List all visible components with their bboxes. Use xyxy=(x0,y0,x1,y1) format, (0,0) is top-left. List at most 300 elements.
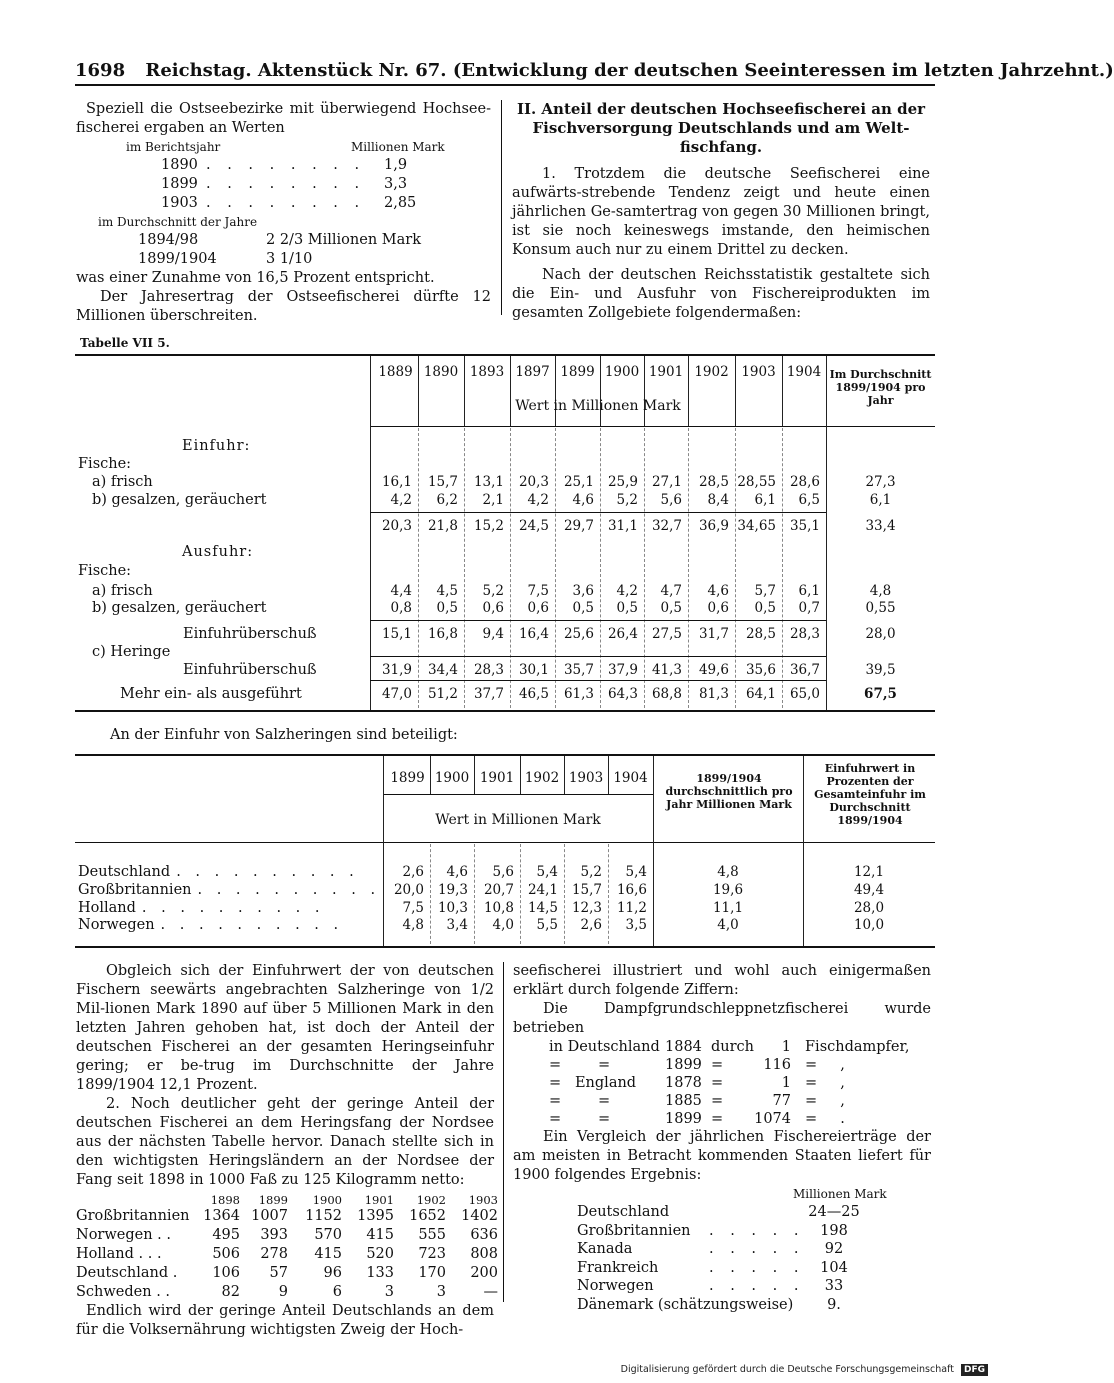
value-cell: 31,7 xyxy=(698,626,729,642)
value-cell: 65,0 xyxy=(789,686,820,702)
count-cell: 116 xyxy=(763,1057,791,1073)
value-cell: 520 xyxy=(366,1246,394,1262)
value-cell: 5,2 xyxy=(482,583,504,599)
column-divider xyxy=(501,100,502,315)
value-cell: 16,4 xyxy=(518,626,549,642)
leader-dots: . . . . . . . . xyxy=(206,176,366,192)
value-cell: 133 xyxy=(366,1265,394,1281)
value-cell: 5,7 xyxy=(754,583,776,599)
value-cell: 4,6 xyxy=(572,492,594,508)
avg-cell: 67,5 xyxy=(864,686,897,702)
value-cell: 1364 xyxy=(203,1208,240,1224)
value-cell: 200 xyxy=(470,1265,498,1281)
fische-label: Fische: xyxy=(78,456,132,472)
value-cell: 10,3 xyxy=(437,900,468,916)
value-cell: 1,9 xyxy=(384,157,408,173)
value-cell: 37,7 xyxy=(473,686,504,702)
year-header: 1897 xyxy=(515,364,550,380)
leader-dots: . . . . . . . . . . xyxy=(176,864,359,880)
year-header: 1901 xyxy=(364,1193,394,1207)
value-cell: 28,5 xyxy=(745,626,776,642)
value-cell: 35,1 xyxy=(789,518,820,534)
avg-cell: 6,1 xyxy=(869,492,892,508)
value-cell: 41,3 xyxy=(651,662,682,678)
trawler-row xyxy=(513,1110,931,1128)
country-name: Deutschland xyxy=(577,1204,670,1220)
year-header: 1903 xyxy=(568,770,604,786)
region-cell: = England xyxy=(549,1075,637,1091)
value-cell: 27,1 xyxy=(651,474,682,490)
value-cell: 31,1 xyxy=(607,518,638,534)
row-label: b) gesalzen, geräuchert xyxy=(92,492,267,508)
avg-cell: 4,0 xyxy=(717,917,739,933)
avg-cell: 33,4 xyxy=(865,518,896,534)
value-cell: 570 xyxy=(314,1227,342,1243)
value-cell: 3,3 xyxy=(384,176,408,192)
unit-cell: = , xyxy=(805,1075,845,1091)
row-label: Mehr ein- als ausgeführt xyxy=(120,686,302,702)
value-cell: 15,7 xyxy=(571,882,602,898)
value-cell: 6,1 xyxy=(754,492,776,508)
value-cell: 0,5 xyxy=(616,600,638,616)
value-cell: 28,6 xyxy=(789,474,820,490)
value-cell: 16,1 xyxy=(381,474,412,490)
value-cell: 723 xyxy=(418,1246,446,1262)
trawler-row xyxy=(513,1074,931,1092)
value-cell: 9 xyxy=(278,1284,288,1300)
country-name: Deutschland xyxy=(78,864,171,880)
value-cell: 2 2/3 Millionen Mark xyxy=(266,232,421,248)
country-label xyxy=(78,900,325,916)
leader-dots: . . . . . xyxy=(709,1278,805,1294)
pct-cell: 12,1 xyxy=(853,864,885,880)
unit-cell: = . xyxy=(805,1111,845,1127)
value-cell: 49,6 xyxy=(698,662,729,678)
value-row xyxy=(76,156,491,175)
paragraph: was einer Zunahme von 16,5 Prozent entspricht. xyxy=(76,270,435,286)
value-cell: 15,2 xyxy=(473,518,504,534)
value-cell: 28,55 xyxy=(737,474,776,490)
trawler-row xyxy=(513,1038,931,1056)
ditto-cell: durch xyxy=(711,1039,755,1055)
row-label: a) frisch xyxy=(92,583,153,599)
avg-cell: 27,3 xyxy=(865,474,896,490)
value-cell: 24,5 xyxy=(518,518,549,534)
value-cell: 5,6 xyxy=(492,864,514,880)
value-cell: 57 xyxy=(269,1265,288,1281)
table2-bottom-rule xyxy=(75,946,935,948)
value-cell: 4,7 xyxy=(660,583,682,599)
country-name: Kanada xyxy=(577,1241,633,1257)
leader-dots: . . . . . xyxy=(709,1241,805,1257)
yield-row xyxy=(513,1240,931,1259)
herring-row xyxy=(76,1283,498,1302)
herring-row xyxy=(76,1245,498,1264)
value-cell: 28,5 xyxy=(698,474,729,490)
col-label-unit: Millionen Mark xyxy=(351,140,445,154)
table-bottom-rule xyxy=(75,710,935,712)
value-cell: 4,5 xyxy=(436,583,458,599)
value-cell: 198 xyxy=(820,1222,848,1239)
einfuhr-label: Einfuhr: xyxy=(182,438,251,454)
value-cell: 24,1 xyxy=(527,882,558,898)
value-cell: 81,3 xyxy=(698,686,729,702)
year-header: 1900 xyxy=(434,770,470,786)
country-name: Holland xyxy=(78,900,136,916)
value-cell: 5,4 xyxy=(625,864,647,880)
year-header: 1900 xyxy=(604,364,640,380)
value-cell: 0,7 xyxy=(798,600,820,616)
country-name: Norwegen xyxy=(577,1278,654,1294)
value-cell: 33 xyxy=(824,1278,844,1294)
paragraph: seefischerei illustriert und wohl auch einigermaßen erklärt durch folgende Ziffern: xyxy=(513,963,931,998)
avg-cell: 0,55 xyxy=(865,600,896,616)
left-bottom-column xyxy=(76,962,498,1340)
leader-dots: . . . . . . . . . . xyxy=(160,917,344,933)
yield-row xyxy=(513,1203,931,1222)
page-header xyxy=(75,60,1114,81)
header-title: Reichstag. Aktenstück Nr. 67. (Entwicklung der deutschen Seeinteressen im letzten Jahrzehnt.) xyxy=(145,60,1114,81)
value-cell: 26,4 xyxy=(607,626,638,642)
value-cell: 36,7 xyxy=(789,662,820,678)
count-cell: 77 xyxy=(772,1093,791,1109)
country-name: Norwegen xyxy=(78,917,155,933)
year-header: 1903 xyxy=(741,364,776,380)
value-cell: 0,6 xyxy=(527,600,549,616)
value-cell: 25,6 xyxy=(563,626,594,642)
value-cell: 5,2 xyxy=(580,864,602,880)
value-cell: 636 xyxy=(470,1227,498,1243)
paragraph: Obgleich sich der Einfuhrwert der von deutschen Fischern seewärts angebrachten Salzheringe von 1/2 Mil-lionen Mark 1890 auf über 5 Millionen Mark in den letzten Jahren gehoben hat, ist doch der Anteil der deutschen Fischerei an der gesamten Heringseinfuhr gering; er be-trug im Durchschnitte der Jahre 1899/1904 12,1 Prozent. xyxy=(76,963,494,1093)
unit-cell: = , xyxy=(805,1093,845,1109)
value-cell: 28,3 xyxy=(473,662,504,678)
region-cell: in Deutschland xyxy=(549,1039,660,1055)
right-top-column xyxy=(512,100,930,323)
country-name: Großbritannien xyxy=(76,1208,190,1224)
ditto-cell: = xyxy=(711,1111,724,1127)
year-header: 1899 xyxy=(560,364,595,380)
year-header: 1899 xyxy=(258,1193,288,1207)
value-cell: 47,0 xyxy=(381,686,412,702)
year-header: 1899 xyxy=(390,770,425,786)
value-cell: 16,8 xyxy=(427,626,458,642)
value-cell: — xyxy=(483,1284,498,1300)
avg-header: 1899/1904 durchschnittlich pro Jahr Millionen Mark xyxy=(665,772,793,811)
table-vertical-line xyxy=(383,756,384,946)
avg-cell: 11,1 xyxy=(712,900,744,916)
country-name: Dänemark (schätzungsweise) xyxy=(577,1296,794,1313)
value-cell: 106 xyxy=(212,1265,240,1281)
unit-header: Wert in Millionen Mark xyxy=(515,398,681,414)
region-cell: = = xyxy=(549,1093,611,1109)
value-cell: 0,5 xyxy=(660,600,682,616)
value-cell: 1152 xyxy=(305,1208,342,1224)
paragraph: Der Jahresertrag der Ostseefischerei dürfte 12 Millionen überschreiten. xyxy=(76,289,491,324)
value-cell: 4,2 xyxy=(527,492,549,508)
paragraph: 1. Trotzdem die deutsche Seefischerei eine aufwärts-strebende Tendenz zeigt und heute einen jährlichen Ge-samtertrag von gegen 30 Millionen bringt, ist sie noch keineswegs imstande, den heimischen Konsum auch nur zu einem Drittel zu decken. xyxy=(512,166,930,258)
country-label xyxy=(78,917,343,933)
value-cell: 30,1 xyxy=(518,662,549,678)
value-cell: 170 xyxy=(418,1265,446,1281)
value-cell: 3 xyxy=(384,1284,394,1300)
unit-cell: = , xyxy=(805,1057,845,1073)
paragraph: Die Dampfgrundschleppnetzfischerei wurde betrieben xyxy=(513,1001,931,1036)
avg-header: Im Durchschnitt 1899/1904 pro Jahr xyxy=(829,368,932,407)
herring-year-header-row xyxy=(76,1191,498,1207)
value-cell: 14,5 xyxy=(527,900,558,916)
paragraph: 2. Noch deutlicher geht der geringe Anteil der deutschen Fischerei an dem Heringsfang der Nordsee aus der nächsten Tabelle hervor. Danach stellte sich in den wichtigsten Heringsländern an der Nordsee der Fang seit 1898 in 1000 Faß zu 125 Kilogramm netto: xyxy=(76,1096,494,1188)
value-cell: 20,3 xyxy=(381,518,412,534)
value-cell: 64,3 xyxy=(607,686,638,702)
year-label: 1899/1904 xyxy=(138,251,217,267)
value-cell: 104 xyxy=(820,1259,848,1276)
trawler-row xyxy=(513,1056,931,1074)
header-rule xyxy=(75,84,935,86)
value-cell: 808 xyxy=(470,1246,498,1262)
value-cell: 5,6 xyxy=(660,492,682,508)
sum-rule xyxy=(370,656,826,657)
value-cell: 19,3 xyxy=(437,882,468,898)
value-cell: 12,3 xyxy=(571,900,602,916)
country-label xyxy=(78,882,380,898)
year-cell: 1885 xyxy=(665,1093,702,1109)
value-cell: 0,5 xyxy=(572,600,594,616)
yield-row xyxy=(513,1296,931,1315)
count-cell: 1 xyxy=(781,1039,791,1055)
avg-row xyxy=(76,231,491,250)
value-cell: 6,5 xyxy=(798,492,820,508)
value-cell: 64,1 xyxy=(745,686,776,702)
value-cell: 0,5 xyxy=(436,600,458,616)
year-header: 1902 xyxy=(694,364,729,380)
value-cell: 29,7 xyxy=(563,518,594,534)
region-cell: = = xyxy=(549,1057,611,1073)
year-header: 1893 xyxy=(469,364,505,380)
country-name: Holland . . . xyxy=(76,1246,162,1262)
footer-text: Digitalisierung gefördert durch die Deutsche Forschungsgemeinschaft xyxy=(620,1364,954,1375)
value-cell: 24—25 xyxy=(808,1204,860,1220)
value-cell: 1402 xyxy=(461,1208,498,1224)
year-header: 1898 xyxy=(210,1193,240,1207)
value-cell: 2,1 xyxy=(482,492,504,508)
digitization-footer xyxy=(621,1364,988,1376)
value-cell: 3,6 xyxy=(572,583,594,599)
row-label: Einfuhrüberschuß xyxy=(183,626,317,642)
value-cell: 4,6 xyxy=(707,583,729,599)
year-header: 1901 xyxy=(479,770,515,786)
year-header: 1890 xyxy=(423,364,459,380)
sum-rule xyxy=(370,620,826,621)
value-cell: 4,2 xyxy=(616,583,638,599)
avg-cell: 39,5 xyxy=(865,662,896,678)
sum-rule xyxy=(370,512,826,513)
ditto-cell: = xyxy=(711,1075,724,1091)
value-cell: 555 xyxy=(418,1227,446,1243)
leader-dots: . . . . . xyxy=(709,1222,805,1239)
value-cell: 5,4 xyxy=(536,864,558,880)
value-cell: 37,9 xyxy=(607,662,638,678)
unit-header: Wert in Millionen Mark xyxy=(435,812,601,828)
leader-dots: . . . . . xyxy=(709,1259,805,1276)
section-title: II. Anteil der deutschen Hochseefischerei an der Fischversorgung Deutschlands und am Welt-fischfang. xyxy=(516,100,926,156)
country-name: Schweden . . xyxy=(76,1284,171,1300)
value-cell: 0,6 xyxy=(707,600,729,616)
value-cell: 7,5 xyxy=(402,900,424,916)
leader-dots: . . . . . . . . . . xyxy=(197,882,381,898)
avg-cell: 4,8 xyxy=(717,864,739,880)
paragraph: Speziell die Ostseebezirke mit überwiegend Hochsee-fischerei ergaben an Werten xyxy=(76,101,491,136)
value-cell: 9. xyxy=(827,1296,841,1313)
year-label: 1899 xyxy=(161,176,198,192)
year-cell: 1884 xyxy=(665,1039,702,1055)
avg-label: im Durchschnitt der Jahre xyxy=(98,215,258,229)
ausfuhr-label: Ausfuhr: xyxy=(182,544,254,560)
country-name: Deutschland . xyxy=(76,1265,178,1281)
value-cell: 21,8 xyxy=(427,518,458,534)
leader-dots: . . . . . . . . xyxy=(206,157,366,173)
leader-dots: . . . . . . . . xyxy=(206,195,366,211)
value-cell: 5,5 xyxy=(536,917,558,933)
value-cell: 15,1 xyxy=(381,626,412,642)
herring-row xyxy=(76,1207,498,1226)
table-header-rule xyxy=(370,426,935,427)
avg-cell: 19,6 xyxy=(712,882,744,898)
value-cell: 3 1/10 xyxy=(266,251,313,267)
col-label-unit: Millionen Mark xyxy=(793,1187,887,1201)
value-cell: 16,6 xyxy=(616,882,647,898)
country-name: Großbritannien xyxy=(78,882,192,898)
value-cell: 34,65 xyxy=(737,518,776,534)
year-cell: 1899 xyxy=(665,1111,702,1127)
avg-cell: 4,8 xyxy=(869,583,892,599)
year-header: 1904 xyxy=(786,364,822,380)
year-header: 1903 xyxy=(468,1193,498,1207)
value-cell: 13,1 xyxy=(473,474,504,490)
year-cell: 1899 xyxy=(665,1057,702,1073)
yield-row xyxy=(513,1259,931,1278)
paragraph: Endlich wird der geringe Anteil Deutschlands an dem für die Volksernährung wichtigsten Zweig der Hoch- xyxy=(76,1303,494,1338)
avg-cell: 28,0 xyxy=(865,626,896,642)
paragraph: Ein Vergleich der jährlichen Fischereierträge der am meisten in Betracht kommenden Staaten liefert für 1900 folgendes Ergebnis: xyxy=(513,1129,931,1183)
pct-header: Einfuhrwert in Prozenten der Gesamteinfuhr im Durchschnitt 1899/1904 xyxy=(814,762,926,827)
herring-row xyxy=(76,1226,498,1245)
fische-label: Fische: xyxy=(78,563,132,579)
value-cell: 0,8 xyxy=(390,600,412,616)
country-name: Norwegen . . xyxy=(76,1227,171,1243)
table-caption: Tabelle VII 5. xyxy=(80,336,170,350)
pct-cell: 10,0 xyxy=(853,917,885,933)
pct-cell: 49,4 xyxy=(853,882,885,898)
dfg-logo: DFG xyxy=(961,1364,988,1376)
value-cell: 1652 xyxy=(409,1208,446,1224)
value-cell: 27,5 xyxy=(651,626,682,642)
country-label xyxy=(78,864,359,880)
value-cell: 32,7 xyxy=(651,518,682,534)
row-label: a) frisch xyxy=(92,474,153,490)
value-cell: 68,8 xyxy=(651,686,682,702)
value-cell: 0,6 xyxy=(482,600,504,616)
value-cell: 34,4 xyxy=(427,662,458,678)
ditto-cell: = xyxy=(711,1093,724,1109)
avg-row xyxy=(76,250,491,269)
region-cell: = = xyxy=(549,1111,611,1127)
paragraph: Nach der deutschen Reichsstatistik gestaltete sich die Ein- und Ausfuhr von Fischereiprodukten im gesamten Zollgebiete folgendermaßen: xyxy=(512,267,930,321)
value-cell: 1395 xyxy=(357,1208,394,1224)
value-cell: 0,5 xyxy=(754,600,776,616)
value-cell: 46,5 xyxy=(518,686,549,702)
value-cell: 278 xyxy=(260,1246,288,1262)
herring-row xyxy=(76,1264,498,1283)
leader-dots: . . . . . . . . . . xyxy=(141,900,325,916)
value-cell: 31,9 xyxy=(381,662,412,678)
right-bottom-column xyxy=(513,962,931,1314)
value-cell: 3,5 xyxy=(625,917,647,933)
trawler-row xyxy=(513,1092,931,1110)
year-header: 1889 xyxy=(378,364,413,380)
value-cell: 393 xyxy=(260,1227,288,1243)
year-header: 1904 xyxy=(613,770,648,786)
value-cell: 20,0 xyxy=(393,882,424,898)
page-number: 1698 xyxy=(75,60,126,81)
column-divider xyxy=(503,962,504,1302)
value-cell: 3 xyxy=(436,1284,446,1300)
value-cell: 28,3 xyxy=(789,626,820,642)
value-cell: 25,1 xyxy=(563,474,594,490)
value-cell: 25,9 xyxy=(607,474,638,490)
table2-intro: An der Einfuhr von Salzheringen sind beteiligt: xyxy=(110,727,458,743)
year-cell: 1878 xyxy=(665,1075,702,1091)
value-row xyxy=(76,175,491,194)
row-label: c) Heringe xyxy=(92,644,171,660)
value-cell: 92 xyxy=(824,1241,844,1257)
value-cell: 8,4 xyxy=(707,492,729,508)
unit-cell: Fischdampfer, xyxy=(805,1039,910,1055)
table2-header-rule xyxy=(383,794,653,795)
yield-row xyxy=(513,1277,931,1296)
value-cell: 11,2 xyxy=(616,900,647,916)
left-top-column xyxy=(76,100,491,326)
year-header: 1900 xyxy=(312,1193,342,1207)
value-cell: 495 xyxy=(212,1227,240,1243)
col-label-year: im Berichtsjahr xyxy=(126,140,221,154)
year-label: 1903 xyxy=(161,195,198,211)
year-label: 1894/98 xyxy=(138,232,199,248)
year-header: 1901 xyxy=(648,364,684,380)
value-row xyxy=(76,194,491,213)
value-cell: 415 xyxy=(314,1246,342,1262)
year-header: 1902 xyxy=(416,1193,446,1207)
value-cell: 82 xyxy=(221,1284,240,1300)
value-cell: 2,6 xyxy=(402,864,424,880)
value-cell: 20,3 xyxy=(518,474,549,490)
yield-row xyxy=(513,1222,931,1241)
value-cell: 6,2 xyxy=(436,492,458,508)
value-cell: 4,0 xyxy=(492,917,514,933)
value-cell: 415 xyxy=(366,1227,394,1243)
value-cell: 3,4 xyxy=(446,917,468,933)
value-cell: 51,2 xyxy=(427,686,458,702)
count-cell: 1 xyxy=(781,1075,791,1091)
value-cell: 20,7 xyxy=(483,882,514,898)
value-cell: 96 xyxy=(323,1265,342,1281)
value-cell: 35,7 xyxy=(563,662,594,678)
value-cell: 7,5 xyxy=(527,583,549,599)
count-cell: 1074 xyxy=(754,1111,791,1127)
pct-cell: 28,0 xyxy=(853,900,885,916)
row-label: b) gesalzen, geräuchert xyxy=(92,600,267,616)
row-label: Einfuhrüberschuß xyxy=(183,662,317,678)
value-cell: 35,6 xyxy=(745,662,776,678)
